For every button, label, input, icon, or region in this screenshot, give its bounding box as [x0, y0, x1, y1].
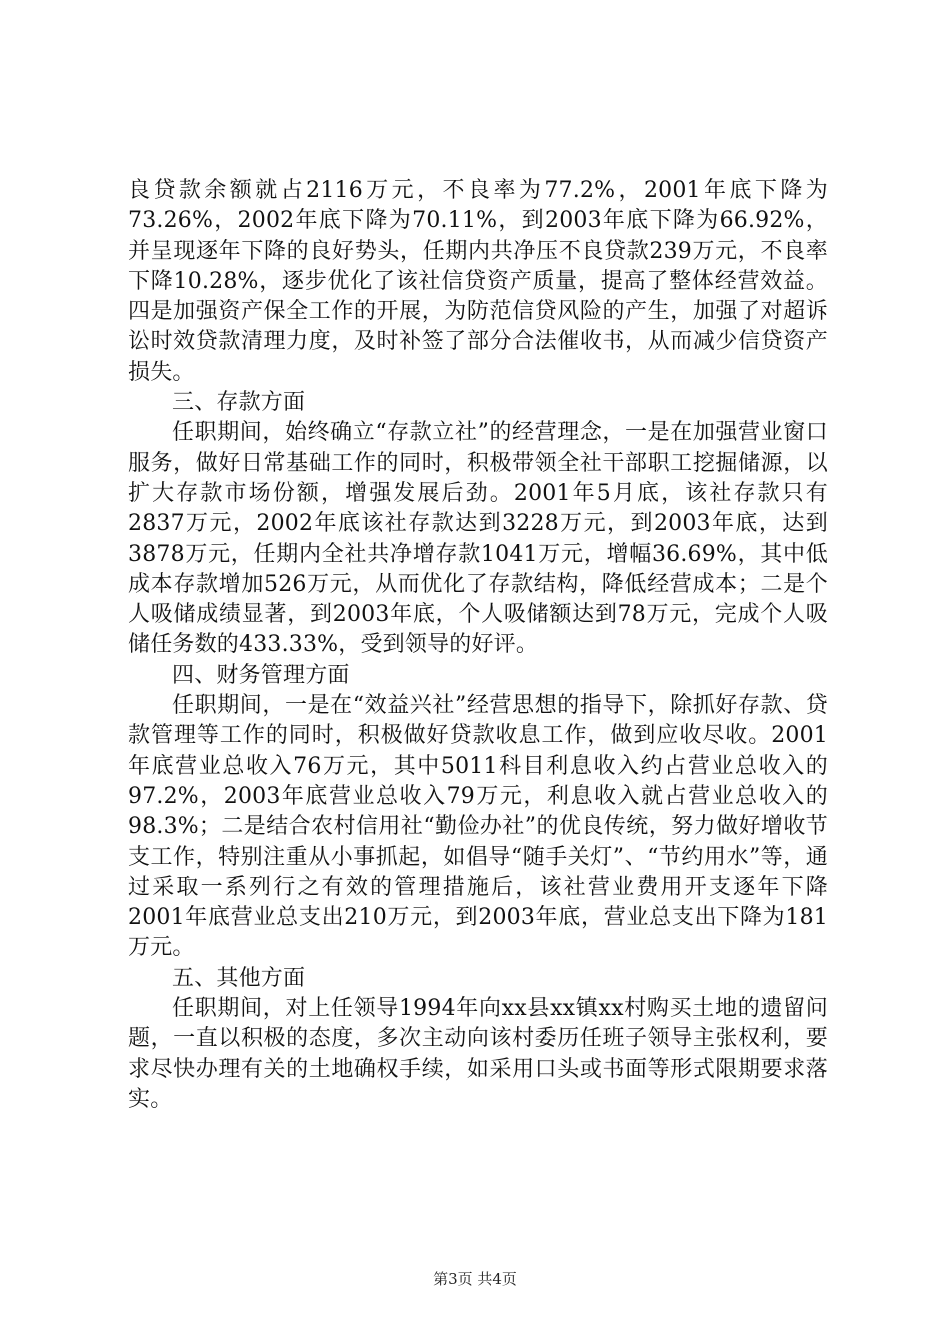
- paragraph-financial-management: 任职期间，一是在“效益兴社”经营思想的指导下，除抓好存款、贷款管理等工作的同时，积极做好贷款收息工作，做到应收尽收。2001年底营业总收入76万元，其中5011科目利息收入约占营业总收入的97.2%，2003年底营业总收入79万元，利息收入就占营业总收入的98.3%；二是结合农村信用社“勤俭办社”的优良传统，努力做好增收节支工作，特别注重从小事抓起，如倡导“随手关灯”、“节约用水”等，通过采取一系列行之有效的管理措施后，该社营业费用开支逐年下降2001年底营业总支出210万元，到2003年底，营业总支出下降为181万元。: [128, 693, 828, 961]
- paragraph-other-aspects: 任职期间，对上任领导1994年向xx县xx镇xx村购买土地的遗留问题，一直以积极的态度，多次主动向该村委历任班子领导主张权利，要求尽快办理有关的土地确权手续，如采用口头或书面等形式限期要求落实。: [128, 996, 828, 1112]
- heading-financial-management: 四、财务管理方面: [172, 662, 350, 688]
- heading-other-aspects: 五、其他方面: [172, 965, 306, 991]
- paragraph-deposits: 任职期间，始终确立“存款立社”的经营理念，一是在加强营业窗口服务，做好日常基础工作的同时，积极带领全社干部职工挖掘储源，以扩大存款市场份额，增强发展后劲。2001年5月底，该社存款只有2837万元，2002年底该社存款达到3228万元，到2003年底，达到3878万元，任期内全社共净增存款1041万元，增幅36.69%，其中低成本存款增加526万元，从而优化了存款结构，降低经营成本；二是个人吸储成绩显著，到2003年底，个人吸储额达到78万元，完成个人吸储任务数的433.33%，受到领导的好评。: [128, 420, 828, 658]
- heading-deposits: 三、存款方面: [172, 390, 306, 416]
- document-body: [128, 176, 828, 1115]
- paragraph-loan-quality: 良贷款余额就占2116万元，不良率为77.2%，2001年底下降为73.26%，2002年底下降为70.11%，到2003年底下降为66.92%，并呈现逐年下降的良好势头，任期内共净压不良贷款239万元，不良率下降10.28%，逐步优化了该社信贷资产质量，提高了整体经营效益。四是加强资产保全工作的开展，为防范信贷风险的产生，加强了对超诉讼时效贷款清理力度，及时补签了部分合法催收书，从而减少信贷资产损失。: [128, 178, 828, 385]
- page-footer: 第3页 共4页: [433, 1270, 517, 1288]
